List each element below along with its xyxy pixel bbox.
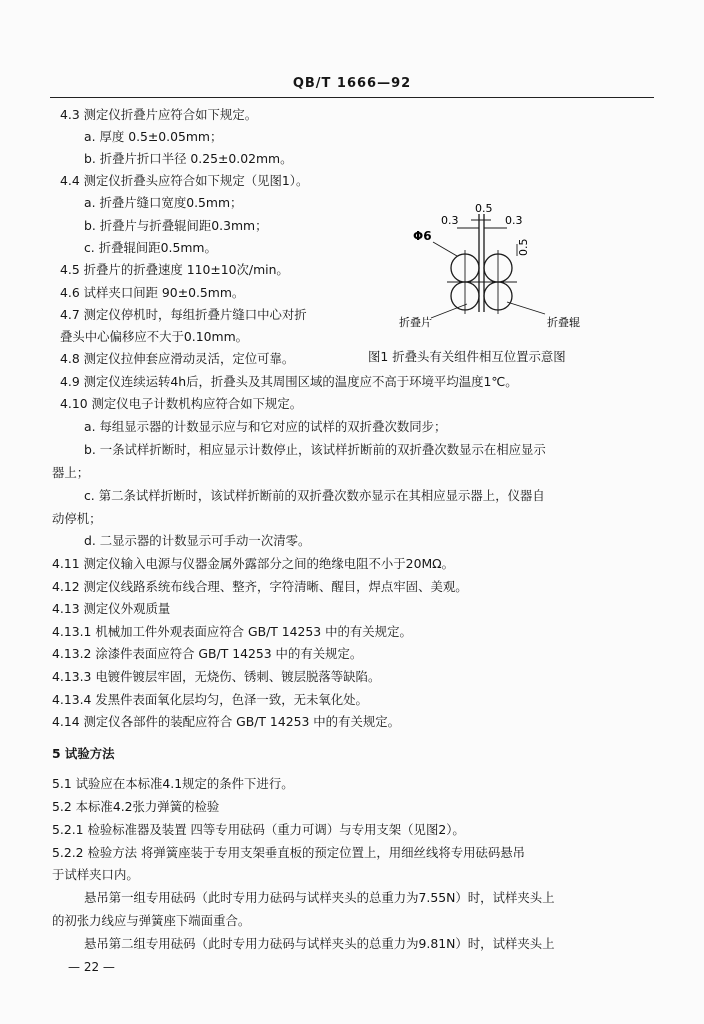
text-line: 4.11 测定仪输入电源与仪器金属外露部分之间的绝缘电阻不小于20MΩ。 [52, 556, 454, 571]
page-header: QB/T 1666—92 [292, 76, 412, 91]
dim-diameter: Φ6 [413, 229, 432, 243]
dim-top: 0.5 [475, 202, 493, 215]
header-rule [50, 97, 654, 98]
text-line: 器上； [52, 465, 90, 480]
text-line: d. 二显示器的计数显示可手动一次清零。 [84, 533, 311, 548]
text-line: 4.9 测定仪连续运转4h后，折叠头及其周围区域的温度应不高于环境平均温度1℃。 [60, 374, 518, 389]
text-line: 动停机； [52, 511, 102, 526]
text-line: 5.2.1 检验标准器及装置 四等专用砝码（重力可调）与专用支架（见图2）。 [52, 822, 465, 837]
text-line: 4.12 测定仪线路系统布线合理、整齐，字符清晰、醒目，焊点牢固、美观。 [52, 579, 468, 594]
text-line: 5.2.2 检验方法 将弹簧座装于专用支架垂直板的预定位置上，用细丝线将专用砝码悬吊 [52, 845, 526, 860]
text-line: b. 折叠片折口半径 0.25±0.02mm。 [84, 151, 293, 166]
text-line: 于试样夹口内。 [52, 867, 139, 882]
text-line: 叠头中心偏移应不大于0.10mm。 [60, 329, 249, 344]
text-line: 4.10 测定仪电子计数机构应符合如下规定。 [60, 396, 303, 411]
text-line: 4.3 测定仪折叠片应符合如下规定。 [60, 107, 258, 122]
text-line: 4.13.3 电镀件镀层牢固，无烧伤、锈刺、镀层脱落等缺陷。 [52, 669, 381, 684]
label-blade: 折叠片 [399, 316, 432, 329]
text-line: 4.13.1 机械加工件外观表面应符合 GB/T 14253 中的有关规定。 [52, 624, 412, 639]
text-line: 4.13.4 发黑件表面氧化层均匀，色泽一致，无未氧化处。 [52, 692, 368, 707]
text-line: b. 一条试样折断时，相应显示计数停止，该试样折断前的双折叠次数显示在相应显示 [84, 442, 546, 457]
text-line: c. 第二条试样折断时，该试样折断前的双折叠次数亦显示在其相应显示器上，仪器自 [84, 488, 545, 503]
dim-right: 0.3 [505, 214, 523, 227]
text-line: c. 折叠辊间距0.5mm。 [84, 240, 217, 255]
text-line: 4.5 折叠片的折叠速度 110±10次/min。 [60, 262, 289, 277]
text-line: 4.8 测定仪拉伸套应滑动灵活，定位可靠。 [60, 351, 295, 366]
text-line: a. 每组显示器的计数显示应与和它对应的试样的双折叠次数同步； [84, 419, 447, 434]
dim-side: 0.5 [517, 238, 530, 256]
text-line: 4.4 测定仪折叠头应符合如下规定（见图1）。 [60, 173, 309, 188]
page-footer: — 22 — [68, 960, 115, 974]
text-line: 5.1 试验应在本标准4.1规定的条件下进行。 [52, 776, 294, 791]
text-line: a. 厚度 0.5±0.05mm； [84, 129, 223, 144]
label-roller: 折叠辊 [547, 316, 580, 329]
figure-caption: 图1 折叠头有关组件相互位置示意图 [368, 349, 566, 364]
text-line: 4.13 测定仪外观质量 [52, 601, 171, 616]
dim-left: 0.3 [441, 214, 459, 227]
text-line: 4.13.2 涂漆件表面应符合 GB/T 14253 中的有关规定。 [52, 646, 363, 661]
text-line: 悬吊第一组专用砝码（此时专用力砝码与试样夹头的总重力为7.55N）时，试样夹头上 [84, 890, 555, 905]
text-line: 的初张力线应与弹簧座下端面重合。 [52, 913, 251, 928]
text-line: 4.6 试样夹口间距 90±0.5mm。 [60, 285, 245, 300]
text-line: 5 试验方法 [52, 746, 115, 761]
text-line: 4.14 测定仪各部件的装配应符合 GB/T 14253 中的有关规定。 [52, 714, 401, 729]
text-line: a. 折叠片缝口宽度0.5mm； [84, 195, 243, 210]
text-line: 4.7 测定仪停机时，每组折叠片缝口中心对折 [60, 307, 307, 322]
text-line: b. 折叠片与折叠辊间距0.3mm； [84, 218, 268, 233]
folding-head-figure [395, 196, 595, 346]
text-line: 5.2 本标准4.2张力弹簧的检验 [52, 799, 220, 814]
text-line: 悬吊第二组专用砝码（此时专用力砝码与试样夹头的总重力为9.81N）时，试样夹头上 [84, 936, 555, 951]
